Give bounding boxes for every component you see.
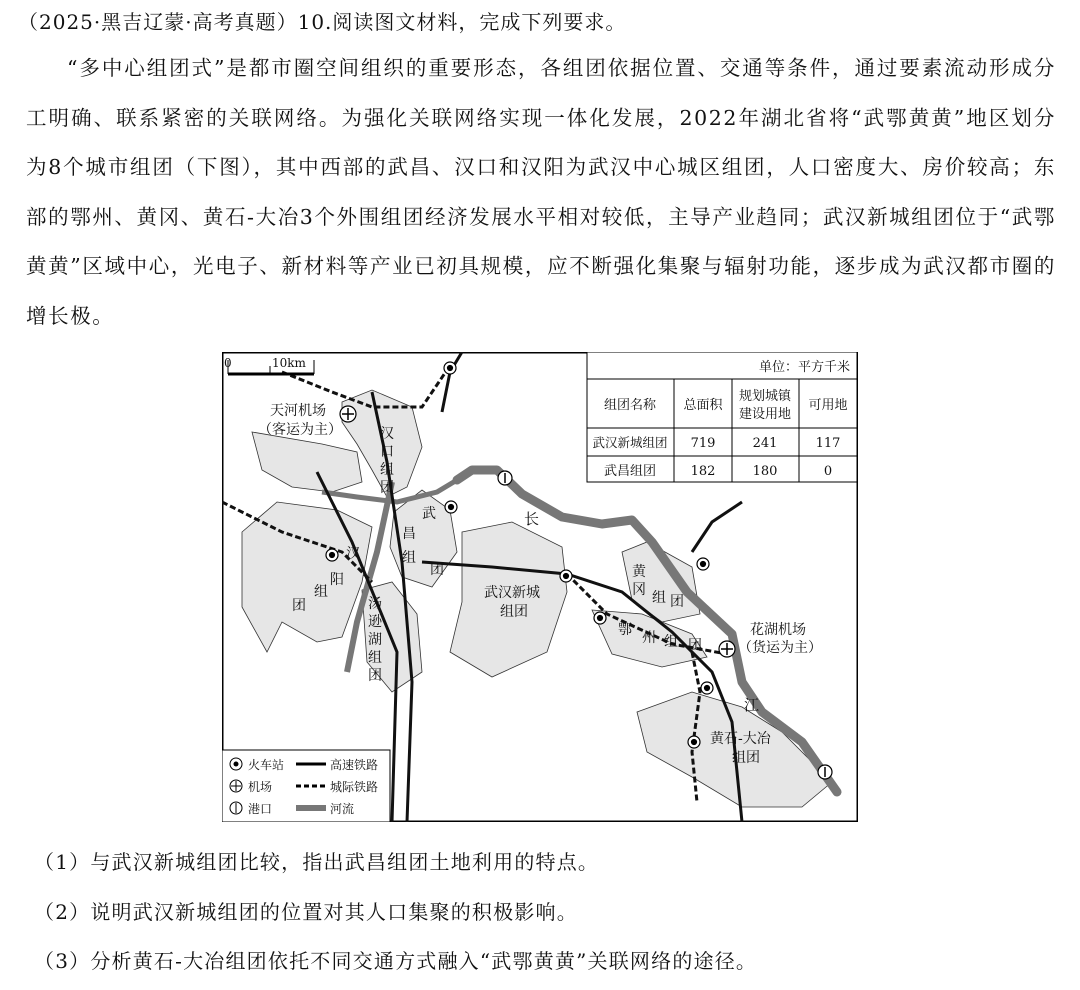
hankou-char-1: 汉	[380, 426, 394, 442]
wuchang-char-3: 组	[402, 550, 416, 566]
table-row-1-total: 719	[690, 436, 716, 451]
land-use-table	[587, 352, 857, 482]
legend-river: 河流	[330, 802, 355, 816]
wuchang-char-4: 团	[430, 562, 444, 578]
legend-station: 火车站	[248, 758, 285, 772]
scale-label: 10km	[272, 356, 306, 370]
map-legend	[222, 750, 390, 822]
table-header-name: 组团名称	[603, 398, 657, 413]
ezhou-char-4: 团	[688, 638, 702, 654]
ezhou-char-2: 州	[642, 630, 656, 646]
wuchang-char-1: 武	[422, 506, 436, 522]
tangxunhu-char-1: 汤	[368, 596, 382, 612]
huanggang-char-3: 组	[652, 590, 666, 606]
question-header: （2025·黑吉辽蒙·高考真题）10.阅读图文材料，完成下列要求。	[18, 10, 627, 34]
hankou-char-3: 组	[380, 462, 394, 478]
table-row-2-planned: 180	[752, 464, 778, 479]
table-row-1-name: 武汉新城组团	[592, 435, 668, 450]
table-row-2-name: 武昌组团	[603, 464, 657, 479]
ezhou-char-3: 组	[664, 634, 678, 650]
hankou-char-4: 团	[380, 480, 394, 496]
river-label-chang: 长	[524, 510, 540, 528]
hanyang-char-2: 阳	[330, 572, 344, 588]
hanyang-char-4: 团	[292, 598, 306, 614]
hanyang-char-3: 组	[314, 584, 328, 600]
table-row-2-available: 0	[823, 464, 833, 479]
table-header-available: 可用地	[808, 398, 848, 413]
legend-intercity: 城际铁路	[330, 780, 379, 794]
table-header-planned-1: 规划城镇	[738, 389, 792, 404]
question-1: （1）与武汉新城组团比较，指出武昌组团土地利用的特点。	[34, 850, 600, 874]
tangxunhu-char-4: 组	[368, 650, 382, 666]
tianhe-airport-label: 天河机场	[270, 403, 326, 419]
material-paragraph: “多中心组团式”是都市圈空间组织的重要形态，各组团依据位置、交通等条件，通过要素流动形成分工明确、联系紧密的关联网络。为强化关联网络实现一体化发展，2022年湖北省将“武鄂黄黄”地区划分为8个城市组团（下图），其中西部的武昌、汉口和汉阳为武汉中心城区组团，人口密度大、房价较高；东部的鄂州、黄冈、黄石-大冶3个外围组团经济发展水平相对较低，主导产业趋同；武汉新城组团位于“武鄂黄黄”区域中心，光电子、新材料等产业已初具规模，应不断强化集聚与辐射功能，逐步成为武汉都市圈的增长极。	[26, 56, 1056, 328]
question-3: （3）分析黄石-大冶组团依托不同交通方式融入“武鄂黄黄”关联网络的途径。	[34, 949, 758, 973]
huahu-airport-note: （货运为主）	[738, 640, 822, 656]
table-row-1-planned: 241	[752, 436, 778, 451]
legend-port: 港口	[248, 802, 273, 816]
river-label-jiang: 江	[744, 696, 760, 714]
legend-airport: 机场	[248, 780, 273, 794]
table-header-total: 总面积	[683, 398, 723, 413]
ezhou-char-1: 鄂	[618, 622, 632, 638]
huangshi-label-2: 组团	[732, 750, 760, 766]
tangxunhu-char-5: 团	[368, 668, 382, 684]
huahu-airport-label: 花湖机场	[750, 622, 806, 638]
tangxunhu-char-3: 湖	[368, 632, 382, 648]
tangxunhu-char-2: 逊	[368, 614, 382, 630]
scale-zero: 0	[224, 356, 232, 370]
table-row-2-total: 182	[690, 464, 716, 479]
tianhe-airport-note: （客运为主）	[258, 422, 342, 438]
city-cluster-map	[222, 352, 858, 822]
table-header-planned-2: 建设用地	[738, 407, 792, 422]
huanggang-char-1: 黄	[632, 564, 646, 580]
wuchang-char-2: 昌	[402, 526, 416, 542]
huanggang-char-4: 团	[670, 594, 684, 610]
xincheng-label-2: 组团	[500, 604, 528, 620]
huanggang-char-2: 冈	[632, 582, 646, 598]
hankou-char-2: 口	[380, 444, 394, 460]
hanyang-char-1: 汉	[346, 546, 360, 562]
legend-hsr: 高速铁路	[330, 758, 379, 772]
huangshi-label-1: 黄石-大冶	[710, 731, 771, 747]
table-row-1-available: 117	[815, 436, 841, 451]
table-unit: 单位：平方千米	[758, 360, 850, 375]
question-2: （2）说明武汉新城组团的位置对其人口集聚的积极影响。	[34, 900, 578, 924]
xincheng-label-1: 武汉新城	[484, 585, 540, 601]
